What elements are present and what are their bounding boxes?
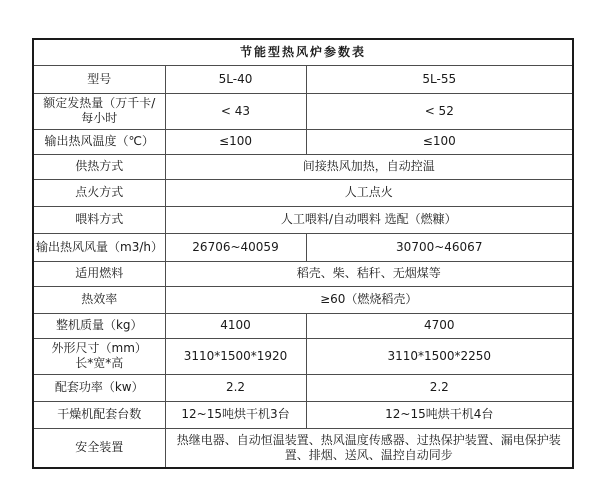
table-row-thermal-efficiency — [33, 286, 573, 313]
model-2-value: 5L-55 — [306, 65, 573, 93]
row-label-line2: 长*宽*高 — [75, 356, 124, 370]
row-label: 点火方式 — [33, 179, 165, 206]
model-2-value: 3110*1500*2250 — [306, 338, 573, 374]
table-row-model — [33, 65, 573, 93]
model-2-value: 12~15吨烘干机4台 — [306, 401, 573, 428]
table-row-dryer-count — [33, 401, 573, 428]
row-label: 适用燃料 — [33, 261, 165, 286]
row-label-line1: 外形尺寸（mm） — [51, 341, 147, 355]
table-row-feeding-mode — [33, 206, 573, 233]
model-2-value: 30700~46067 — [306, 233, 573, 261]
model-1-value: < 43 — [165, 93, 306, 129]
row-label: 输出热风风量（m3/h） — [33, 233, 165, 261]
row-label: 配套功率（kw） — [33, 374, 165, 401]
row-label: 干燥机配套台数 — [33, 401, 165, 428]
table-row-safety-devices — [33, 428, 573, 468]
model-1-value: ≤100 — [165, 129, 306, 154]
shared-value: 间接热风加热，自动控温 — [165, 154, 573, 179]
table-row-heating-mode — [33, 154, 573, 179]
row-label: 供热方式 — [33, 154, 165, 179]
row-label — [33, 93, 165, 129]
table-row-output-temp — [33, 129, 573, 154]
shared-value: 人工点火 — [165, 179, 573, 206]
model-2-value: 2.2 — [306, 374, 573, 401]
row-label: 安全装置 — [33, 428, 165, 468]
model-2-value: 4700 — [306, 313, 573, 338]
model-2-value: < 52 — [306, 93, 573, 129]
model-1-value: 12~15吨烘干机3台 — [165, 401, 306, 428]
row-label: 热效率 — [33, 286, 165, 313]
table-row-ignition-mode — [33, 179, 573, 206]
table-row-rated-heat — [33, 93, 573, 129]
table-row-dimensions — [33, 338, 573, 374]
shared-value: ≥60（燃烧稻壳） — [165, 286, 573, 313]
model-1-value: 2.2 — [165, 374, 306, 401]
table-row-fuel — [33, 261, 573, 286]
table-title: 节能型热风炉参数表 — [33, 39, 573, 65]
row-label: 输出热风温度（℃） — [33, 129, 165, 154]
model-1-value: 3110*1500*1920 — [165, 338, 306, 374]
table-row-weight — [33, 313, 573, 338]
table-title-row — [33, 39, 573, 65]
parameter-table — [32, 38, 574, 469]
shared-value: 人工喂料/自动喂料 选配（燃糠） — [165, 206, 573, 233]
row-label: 整机质量（kg） — [33, 313, 165, 338]
shared-value: 热继电器、自动恒温装置、热风温度传感器、过热保护装置、漏电保护装置、排烟、送风、温控自动同步 — [165, 428, 573, 468]
model-1-value: 4100 — [165, 313, 306, 338]
table-row-power — [33, 374, 573, 401]
model-1-value: 26706~40059 — [165, 233, 306, 261]
row-label — [33, 338, 165, 374]
model-2-value: ≤100 — [306, 129, 573, 154]
row-label-line2: 每小时 — [81, 111, 118, 125]
shared-value: 稻壳、柴、秸秆、无烟煤等 — [165, 261, 573, 286]
model-1-value: 5L-40 — [165, 65, 306, 93]
row-label: 喂料方式 — [33, 206, 165, 233]
row-label: 型号 — [33, 65, 165, 93]
table-row-air-volume — [33, 233, 573, 261]
row-label-line1: 额定发热量（万千卡/ — [43, 96, 156, 110]
